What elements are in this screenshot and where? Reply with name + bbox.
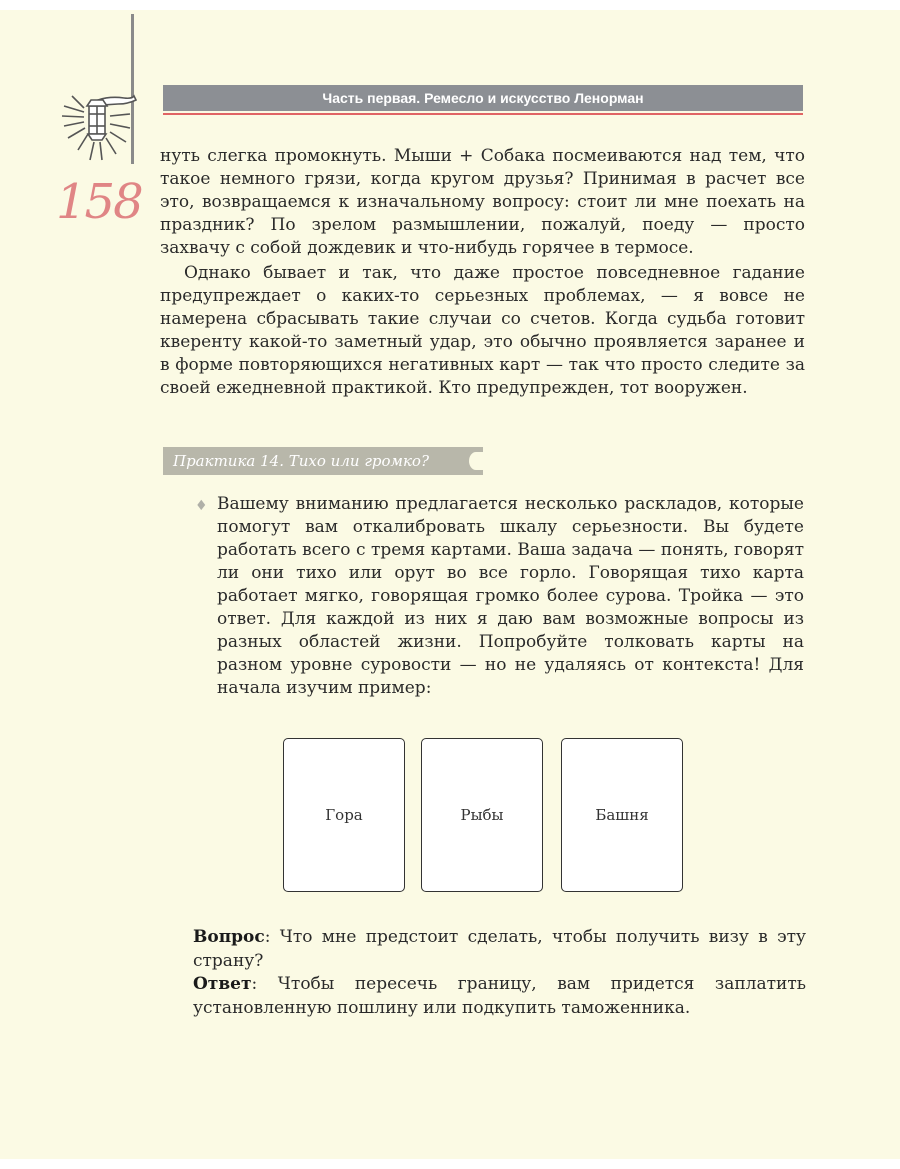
card-label: Гора xyxy=(325,806,363,824)
practice-heading-notch xyxy=(469,452,483,470)
bottom-margin xyxy=(0,1159,900,1169)
top-margin xyxy=(0,0,900,10)
question-text: : Что мне предстоит сделать, чтобы получить визу в эту страну? xyxy=(193,927,806,971)
card-ryby xyxy=(421,738,543,892)
lantern-icon xyxy=(58,84,138,164)
answer-text: : Чтобы пересечь границу, вам придется заплатить установленную пошлину или подкупить таможенника. xyxy=(193,974,806,1018)
running-header: Часть первая. Ремесло и искусство Ленорман xyxy=(163,85,803,111)
practice-instructions: Вашему вниманию предлагается несколько раскладов, которые помогут вам откалибровать шкалу серьезности. Вы будете работать всего с тремя картами. Ваша задача — понять, говорят ли они тихо или орут во все горло. Говорящая тихо карта работает мягко, говорящая громко более сурова. Тройка — это ответ. Для каждой из них я даю вам возможные вопросы из разных областей жизни. Попробуйте толковать карты на разном уровне суровости — но не удаляясь от контекста! Для начала изучим пример: xyxy=(217,494,804,698)
header-rule xyxy=(163,113,803,115)
paragraph-1: нуть слегка промокнуть. Мыши + Собака посмеиваются над тем, что такое немного грязи, когда кругом друзья? Принимая в расчет все это, возвращаемся к изначальному вопросу: стоит ли мне поехать на праздник? По зрелом размышлении, пожалуй, поеду — просто захвачу с собой дождевик и что-нибудь горячее в термосе. xyxy=(160,146,805,258)
card-label: Башня xyxy=(595,806,649,824)
practice-heading: Практика 14. Тихо или громко? xyxy=(163,447,483,475)
diamond-icon: ♦ xyxy=(195,498,208,514)
answer xyxy=(193,972,806,1020)
paragraph-2: Однако бывает и так, что даже простое повседневное гадание предупреждает о каких-то серьезных проблемах, — я вовсе не намерена сбрасывать такие случаи со счетов. Когда судьба готовит кверенту какой-то заметный удар, это обычно проявляется заранее и в форме повторяющихся негативных карт — так что просто следите за своей ежедневной практикой. Кто предупрежден, тот вооружен. xyxy=(160,263,805,398)
answer-label: Ответ xyxy=(193,974,252,994)
page-number: 158 xyxy=(56,174,142,230)
question xyxy=(193,925,806,973)
question-label: Вопрос xyxy=(193,927,265,947)
card-gora xyxy=(283,738,405,892)
card-bashnya xyxy=(561,738,683,892)
card-label: Рыбы xyxy=(460,806,504,824)
